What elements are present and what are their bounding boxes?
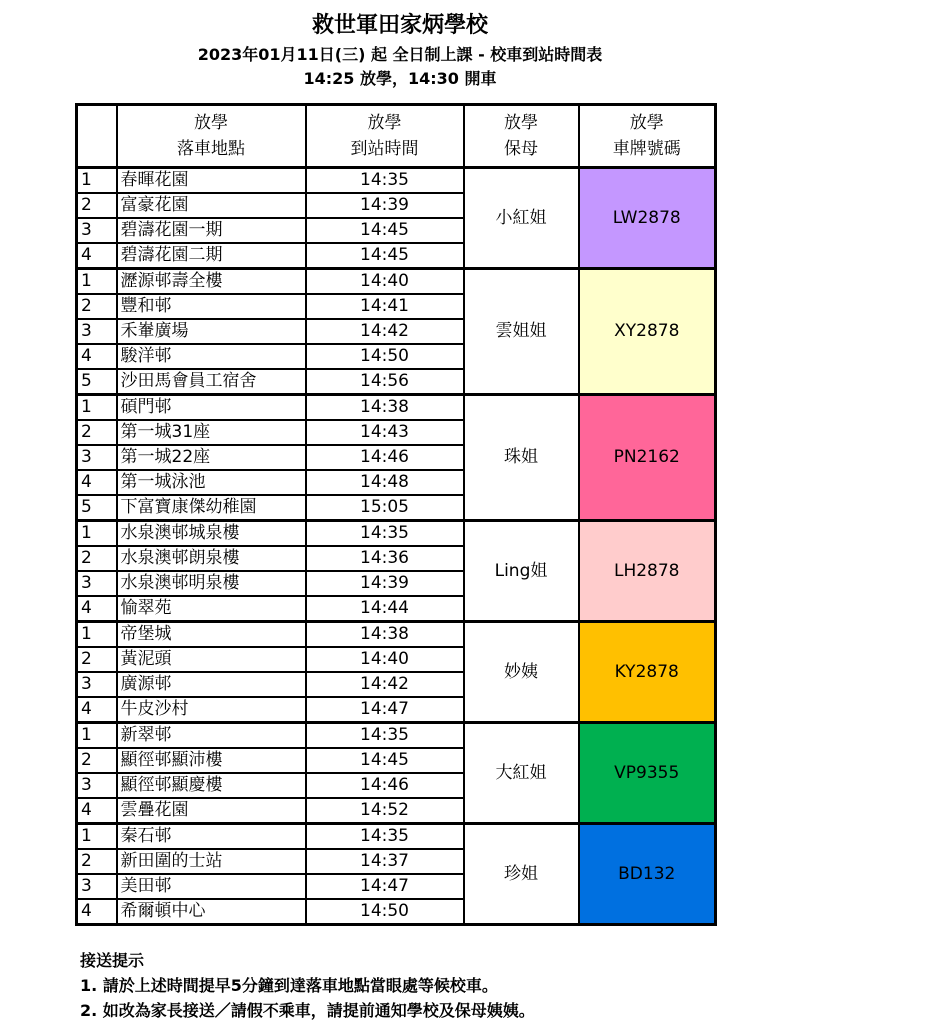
stop-name: 第一城31座	[117, 420, 306, 445]
license-plate: KY2878	[579, 622, 716, 723]
stop-number: 1	[77, 824, 117, 850]
arrival-time: 14:42	[306, 319, 464, 344]
arrival-time: 14:35	[306, 723, 464, 749]
stop-number: 4	[77, 798, 117, 824]
stop-number: 4	[77, 697, 117, 723]
arrival-time: 14:56	[306, 369, 464, 395]
stop-name: 水泉澳邨城泉樓	[117, 521, 306, 547]
stop-name: 新翠邨	[117, 723, 306, 749]
arrival-time: 14:42	[306, 672, 464, 697]
arrival-time: 14:52	[306, 798, 464, 824]
stop-number: 3	[77, 218, 117, 243]
arrival-time: 14:38	[306, 622, 464, 648]
col-header-plate: 放學 車牌號碼	[579, 105, 716, 168]
stop-number: 2	[77, 748, 117, 773]
license-plate: VP9355	[579, 723, 716, 824]
table-row	[77, 395, 716, 421]
nanny-name: 大紅姐	[464, 723, 579, 824]
stop-number: 3	[77, 672, 117, 697]
arrival-time: 14:37	[306, 849, 464, 874]
stop-name: 瀝源邨壽全樓	[117, 269, 306, 295]
bus-schedule-table	[75, 103, 717, 926]
stop-name: 水泉澳邨明泉樓	[117, 571, 306, 596]
pickup-notes	[80, 948, 535, 1023]
stop-name: 碧濤花園一期	[117, 218, 306, 243]
stop-name: 帝堡城	[117, 622, 306, 648]
stop-name: 美田邨	[117, 874, 306, 899]
arrival-time: 14:44	[306, 596, 464, 622]
dismissal-times: 14:25 放學，14:30 開車	[303, 69, 497, 88]
stop-name: 水泉澳邨朗泉樓	[117, 546, 306, 571]
stop-name: 下富寶康傑幼稚園	[117, 495, 306, 521]
notes-heading: 接送提示	[80, 951, 145, 970]
arrival-time: 14:45	[306, 243, 464, 269]
table-row	[77, 824, 716, 850]
stop-number: 1	[77, 622, 117, 648]
stop-name: 顯徑邨顯慶樓	[117, 773, 306, 798]
stop-number: 2	[77, 420, 117, 445]
stop-number: 4	[77, 899, 117, 925]
stop-name: 黃泥頭	[117, 647, 306, 672]
stop-number: 2	[77, 849, 117, 874]
arrival-time: 14:41	[306, 294, 464, 319]
stop-number: 1	[77, 395, 117, 421]
stop-number: 1	[77, 723, 117, 749]
stop-name: 愉翠苑	[117, 596, 306, 622]
arrival-time: 15:05	[306, 495, 464, 521]
stop-name: 豐和邨	[117, 294, 306, 319]
school-title: 救世軍田家炳學校	[311, 13, 488, 38]
stop-number: 4	[77, 596, 117, 622]
stop-number: 3	[77, 571, 117, 596]
stop-number: 2	[77, 193, 117, 218]
stop-name: 春暉花園	[117, 168, 306, 194]
stop-number: 4	[77, 470, 117, 495]
stop-name: 第一城22座	[117, 445, 306, 470]
stop-number: 5	[77, 495, 117, 521]
nanny-name: 雲姐姐	[464, 269, 579, 395]
stop-number: 3	[77, 773, 117, 798]
arrival-time: 14:35	[306, 168, 464, 194]
arrival-time: 14:39	[306, 571, 464, 596]
col-header-stop: 放學 落車地點	[117, 105, 306, 168]
stop-number: 4	[77, 344, 117, 369]
stop-number: 1	[77, 168, 117, 194]
stop-number: 1	[77, 521, 117, 547]
table-row	[77, 723, 716, 749]
nanny-name: Ling姐	[464, 521, 579, 622]
arrival-time: 14:43	[306, 420, 464, 445]
stop-name: 顯徑邨顯沛樓	[117, 748, 306, 773]
stop-name: 駿洋邨	[117, 344, 306, 369]
arrival-time: 14:46	[306, 445, 464, 470]
nanny-name: 珠姐	[464, 395, 579, 521]
stop-name: 富豪花園	[117, 193, 306, 218]
nanny-name: 妙姨	[464, 622, 579, 723]
table-row	[77, 521, 716, 547]
stop-number: 3	[77, 445, 117, 470]
arrival-time: 14:40	[306, 647, 464, 672]
arrival-time: 14:40	[306, 269, 464, 295]
col-header-number	[77, 105, 117, 168]
stop-name: 碧濤花園二期	[117, 243, 306, 269]
arrival-time: 14:47	[306, 697, 464, 723]
stop-name: 廣源邨	[117, 672, 306, 697]
col-header-time: 放學 到站時間	[306, 105, 464, 168]
stop-number: 3	[77, 874, 117, 899]
stop-name: 希爾頓中心	[117, 899, 306, 925]
table-row	[77, 168, 716, 194]
nanny-name: 珍姐	[464, 824, 579, 925]
license-plate: LW2878	[579, 168, 716, 269]
stop-name: 禾輋廣場	[117, 319, 306, 344]
arrival-time: 14:45	[306, 218, 464, 243]
nanny-name: 小紅姐	[464, 168, 579, 269]
schedule-subtitle: 2023年01月11日(三) 起 全日制上課 - 校車到站時間表	[197, 45, 603, 64]
table-header-row	[77, 105, 716, 168]
note-item: 1. 請於上述時間提早5分鐘到達落車地點當眼處等候校車。	[80, 976, 498, 995]
stop-name: 沙田馬會員工宿舍	[117, 369, 306, 395]
arrival-time: 14:35	[306, 824, 464, 850]
table-row	[77, 269, 716, 295]
table-row	[77, 622, 716, 648]
stop-name: 牛皮沙村	[117, 697, 306, 723]
arrival-time: 14:47	[306, 874, 464, 899]
stop-name: 新田圍的士站	[117, 849, 306, 874]
stop-name: 雲疊花園	[117, 798, 306, 824]
stop-number: 2	[77, 647, 117, 672]
license-plate: BD132	[579, 824, 716, 925]
stop-name: 秦石邨	[117, 824, 306, 850]
col-header-nanny: 放學 保母	[464, 105, 579, 168]
stop-number: 3	[77, 319, 117, 344]
stop-name: 碩門邨	[117, 395, 306, 421]
arrival-time: 14:35	[306, 521, 464, 547]
arrival-time: 14:45	[306, 748, 464, 773]
arrival-time: 14:46	[306, 773, 464, 798]
license-plate: PN2162	[579, 395, 716, 521]
stop-name: 第一城泳池	[117, 470, 306, 495]
arrival-time: 14:50	[306, 344, 464, 369]
arrival-time: 14:48	[306, 470, 464, 495]
license-plate: XY2878	[579, 269, 716, 395]
stop-number: 4	[77, 243, 117, 269]
license-plate: LH2878	[579, 521, 716, 622]
arrival-time: 14:50	[306, 899, 464, 925]
schedule-body	[77, 168, 716, 925]
arrival-time: 14:38	[306, 395, 464, 421]
arrival-time: 14:39	[306, 193, 464, 218]
stop-number: 5	[77, 369, 117, 395]
arrival-time: 14:36	[306, 546, 464, 571]
stop-number: 1	[77, 269, 117, 295]
stop-number: 2	[77, 294, 117, 319]
stop-number: 2	[77, 546, 117, 571]
note-item: 2. 如改為家長接送／請假不乘車，請提前通知學校及保母姨姨。	[80, 1001, 535, 1020]
